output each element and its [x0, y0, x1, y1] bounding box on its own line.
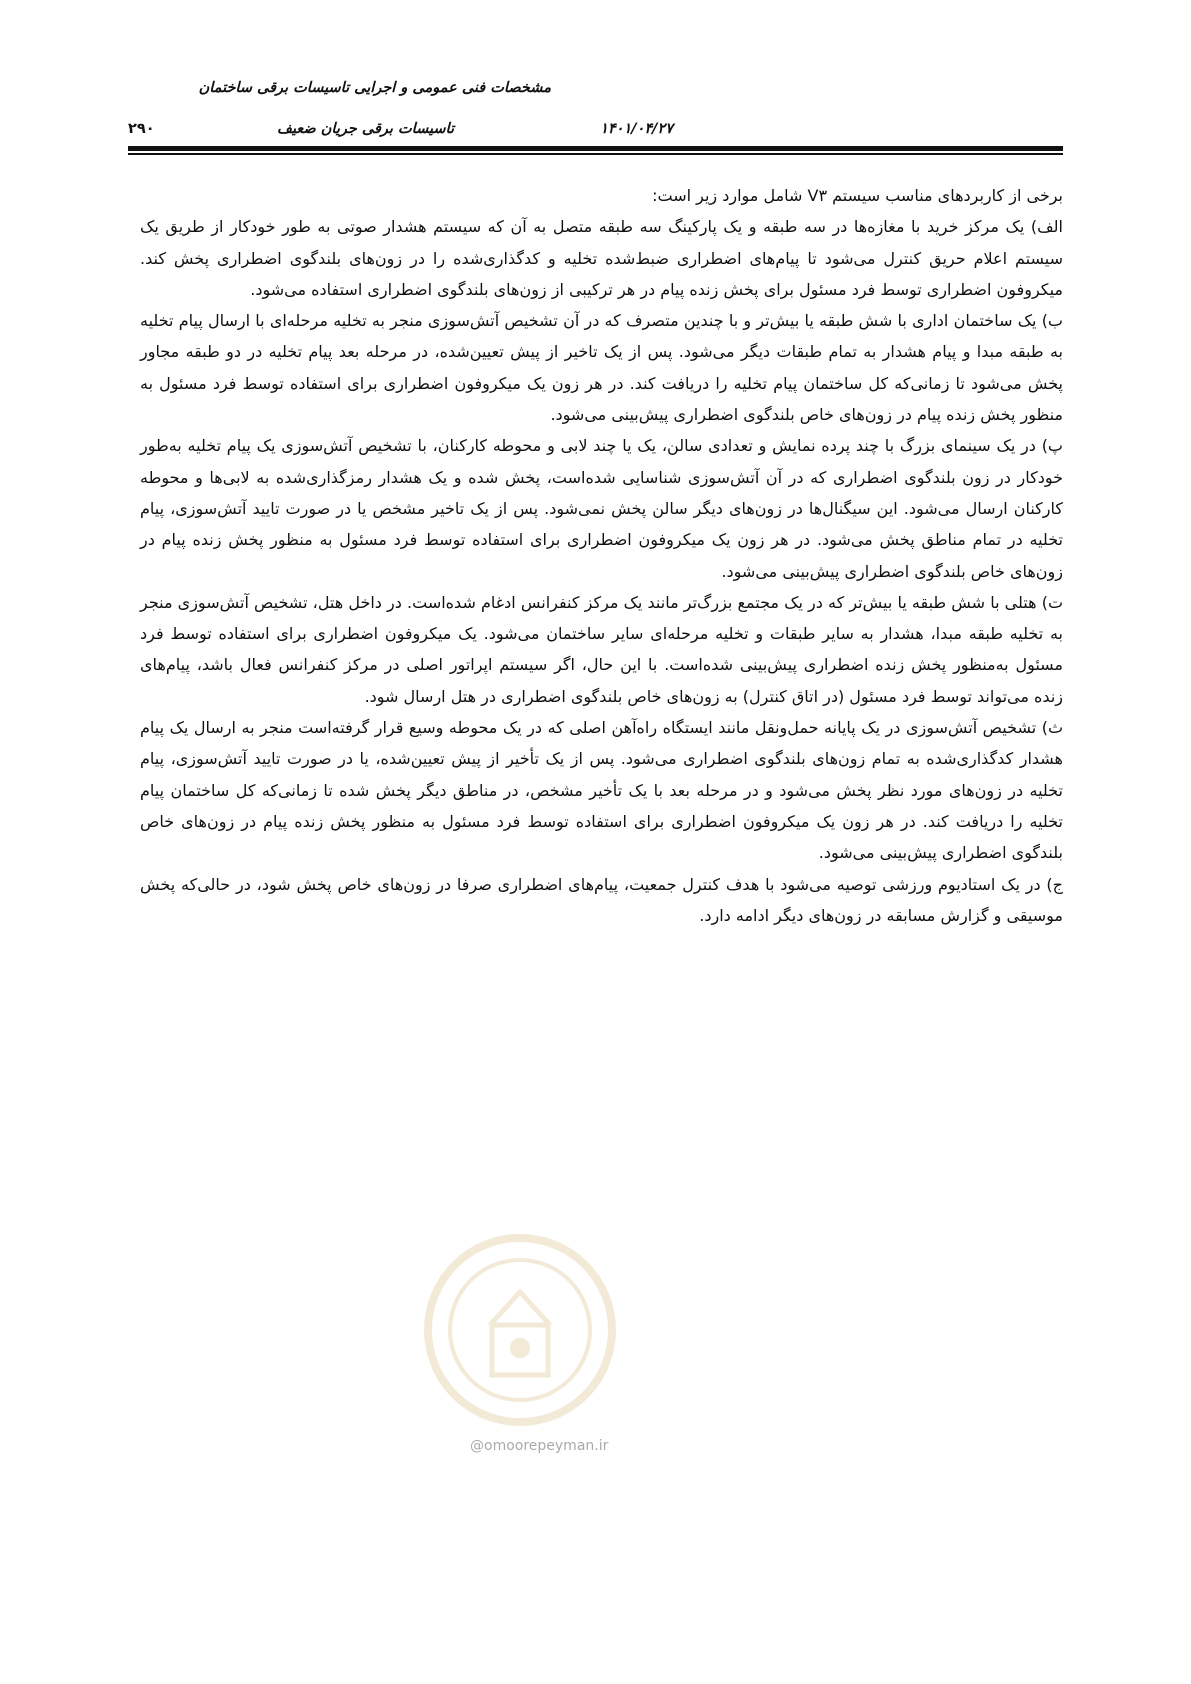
header-rule-thin: [128, 153, 1063, 155]
paragraph-be: ب) یک ساختمان اداری با شش طبقه یا بیش‌تر و با چندین متصرف که در آن تشخیص آتش‌سوزی منجر به تخلیه مرحله‌ای با ارسال پیام تخلیه به طبقه مبدا و پیام هشدار به تمام طبقات دیگر می‌شود. پس از یک تاخیر از پیش تعیین‌شده، در مرحله بعد پیام تخلیه در دو طبقه مجاور پخش می‌شود تا زمانی‌که کل ساختمان پیام تخلیه را دریافت کند. در هر زون یک میکروفون اضطراری برای استفاده توسط فرد مسئول به منظور پخش زنده پیام در زون‌های خاص بلندگوی اضطراری پیش‌بینی می‌شود.: [140, 311, 1063, 425]
paragraph-se: ث) تشخیص آتش‌سوزی در یک پایانه حمل‌ونقل مانند ایستگاه راه‌آهن اصلی که در یک محوطه وسیع قرار گرفته‌است منجر به ارسال یک پیام هشدار کدگذاری‌شده به تمام زون‌های بلندگوی اضطراری می‌شود. پس از یک تأخیر از پیش تعیین‌شده، یا در صورت تایید آتش‌سوزی، پیام تخلیه در زون‌های مورد نظر پخش می‌شود و در مرحله بعد با یک تأخیر مشخص، در مناطق دیگر پخش شده تا زمانی‌که کل ساختمان پیام تخلیه را دریافت کند. در هر زون یک میکروفون اضطراری برای استفاده توسط فرد مسئول به منظور پخش زنده پیام در زون‌های خاص بلندگوی اضطراری پیش‌بینی می‌شود.: [140, 718, 1063, 863]
page-number: ۲۹۰: [128, 121, 155, 137]
paragraph-te: ت) هتلی با شش طبقه یا بیش‌تر که در یک مجتمع بزرگ‌تر مانند یک مرکز کنفرانس ادغام شده‌است. در داخل هتل، تشخیص آتش‌سوزی منجر به تخلیه طبقه مبدا، هشدار به سایر طبقات و تخلیه مرحله‌ای سایر ساختمان می‌شود. یک میکروفون اضطراری برای استفاده توسط فرد مسئول به‌منظور پخش زنده اضطراری پیش‌بینی شده‌است. با این حال، اگر سیستم اپراتور اصلی در مرکز کنفرانس فعال باشد، پیام‌های زنده می‌تواند توسط فرد مسئول (در اتاق کنترل) به زون‌های خاص بلندگوی اضطراری در هتل ارسال شود.: [140, 592, 1063, 706]
paragraph-jim: ج) در یک استادیوم ورزشی توصیه می‌شود با هدف کنترل جمعیت، پیام‌های اضطراری صرفا در زون‌های خاص پخش شود، در حالی‌که پخش موسیقی و گزارش مسابقه در زون‌های دیگر ادامه دارد.: [140, 874, 1063, 925]
paragraph-pe: پ) در یک سینمای بزرگ با چند پرده نمایش و تعدادی سالن، یک یا چند لابی و محوطه کارکنان، با تشخیص آتش‌سوزی یک پیام تخلیه به‌طور خودکار در زون بلندگوی اضطراری که در آن آتش‌سوزی شناسایی شده‌است، پخش شده و یک هشدار رمزگذاری‌شده به لابی‌ها و محوطه کارکنان ارسال می‌شود. این سیگنال‌ها در زون‌های دیگر سالن پخش نمی‌شود. پس از یک تاخیر مشخص یا در صورت تایید آتش‌سوزی، پیام تخلیه در تمام مناطق پخش می‌شود. در هر زون یک میکروفون اضطراری برای استفاده توسط فرد مسئول به منظور پخش زنده پیام در زون‌های خاص بلندگوی اضطراری پیش‌بینی می‌شود.: [140, 436, 1063, 581]
document-title: مشخصات فنی عمومی و اجرایی تاسیسات برقی ساختمان: [198, 80, 551, 96]
intro-paragraph: برخی از کاربردهای مناسب سیستم V۳ شامل موارد زیر است:: [652, 186, 1063, 205]
watermark-seal-icon: [420, 1230, 620, 1430]
section-title: تاسیسات برقی جریان ضعیف: [277, 121, 454, 137]
header-rule-thick: [128, 146, 1063, 151]
document-body: [140, 180, 1063, 931]
paragraph-alef: الف) یک مرکز خرید با مغازه‌ها در سه طبقه و یک پارکینگ سه طبقه متصل به آن که سیستم هشدار صوتی به طور خودکار از طریق یک سیستم اعلام حریق کنترل می‌شود تا پیام‌های اضطراری ضبط‌شده تخلیه و کدگذاری‌شده را در زون‌های بلندگوی اضطراری پخش کند. میکروفون اضطراری توسط فرد مسئول برای پخش زنده پیام در هر ترکیبی از زون‌های بلندگوی اضطراری استفاده می‌شود.: [140, 217, 1063, 299]
watermark-text: @omoorepeyman.ir: [470, 1438, 609, 1454]
document-date: ۱۴۰۱/۰۴/۲۷: [600, 121, 673, 137]
